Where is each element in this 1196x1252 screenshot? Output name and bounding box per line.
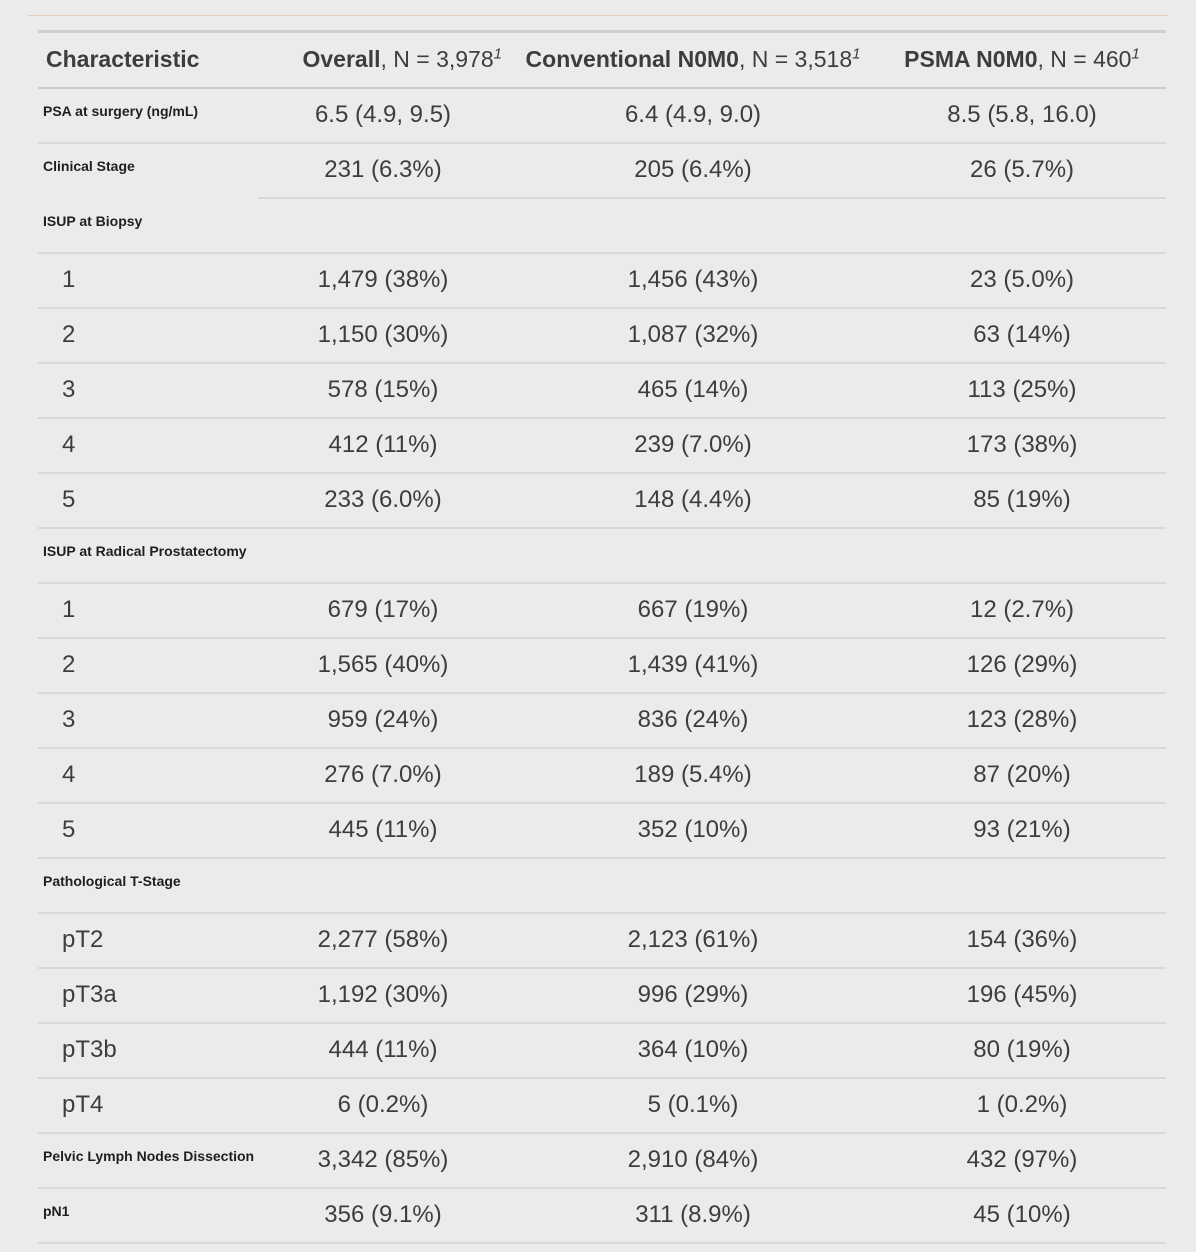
cell-conventional: 6.4 (4.9, 9.0)	[508, 88, 878, 143]
cell-conventional: 364 (10%)	[508, 1023, 878, 1078]
cell-overall: 1,150 (30%)	[258, 308, 508, 363]
cell-psma: 154 (36%)	[878, 913, 1166, 968]
cell-overall: 231 (6.3%)	[258, 143, 508, 198]
table-row	[38, 143, 1166, 198]
cell-psma: 23 (5.0%)	[878, 253, 1166, 308]
cell-overall: 6.5 (4.9, 9.5)	[258, 88, 508, 143]
cell-psma	[878, 198, 1166, 253]
cell-overall	[258, 528, 508, 583]
cell-overall: 1,479 (38%)	[258, 253, 508, 308]
table-row	[38, 1188, 1166, 1243]
cell-overall	[258, 198, 508, 253]
row-label: 5	[38, 473, 258, 528]
cell-psma: 93 (21%)	[878, 803, 1166, 858]
row-label: pT3b	[38, 1023, 258, 1078]
cell-conventional	[508, 858, 878, 913]
row-label: 5	[38, 803, 258, 858]
row-label: pT2	[38, 913, 258, 968]
cell-psma: 1 (0.2%)	[878, 1078, 1166, 1133]
table-row	[38, 583, 1166, 638]
header-conventional	[508, 32, 878, 88]
table-row	[38, 308, 1166, 363]
cell-overall: 412 (11%)	[258, 418, 508, 473]
table-header	[38, 32, 1166, 88]
row-label: PSA at surgery (ng/mL)	[38, 88, 258, 143]
cell-conventional: 996 (29%)	[508, 968, 878, 1023]
cell-overall: 959 (24%)	[258, 693, 508, 748]
cell-conventional	[508, 198, 878, 253]
cell-overall: 444 (11%)	[258, 1023, 508, 1078]
row-label: pT3a	[38, 968, 258, 1023]
row-label: 2	[38, 308, 258, 363]
cell-conventional: 1,087 (32%)	[508, 308, 878, 363]
cell-psma: 45 (10%)	[878, 1188, 1166, 1243]
row-label: pT4	[38, 1078, 258, 1133]
cell-overall: 1,565 (40%)	[258, 638, 508, 693]
row-label: 1	[38, 253, 258, 308]
cell-psma	[878, 528, 1166, 583]
cell-overall: 578 (15%)	[258, 363, 508, 418]
header-overall	[258, 32, 508, 88]
table-row	[38, 253, 1166, 308]
header-conventional-n: , N = 3,518	[738, 46, 853, 73]
footnote-marker: 1	[852, 45, 861, 63]
cell-overall: 356 (9.1%)	[258, 1188, 508, 1243]
table-row	[38, 1133, 1166, 1188]
row-label: 4	[38, 418, 258, 473]
row-label: Clinical Stage	[43, 157, 135, 174]
cell-conventional: 465 (14%)	[508, 363, 878, 418]
section-label: ISUP at Biopsy	[38, 198, 258, 253]
cell-conventional: 148 (4.4%)	[508, 473, 878, 528]
footnote-marker: 1	[1131, 45, 1140, 63]
footnote-marker: 1	[493, 45, 502, 63]
section-label: ISUP at Radical Prostatectomy	[38, 528, 258, 583]
header-overall-n: , N = 3,978	[380, 46, 494, 73]
cell-conventional	[508, 528, 878, 583]
row-label: 1	[38, 583, 258, 638]
cell-overall: 276 (7.0%)	[258, 748, 508, 803]
row-label: 2	[38, 638, 258, 693]
cell-conventional: 667 (19%)	[508, 583, 878, 638]
cell-overall: 445 (11%)	[258, 803, 508, 858]
cell-conventional: 205 (6.4%)	[508, 143, 878, 198]
cell-conventional: 5 (0.1%)	[508, 1078, 878, 1133]
cell-overall: 233 (6.0%)	[258, 473, 508, 528]
cell-overall: 679 (17%)	[258, 583, 508, 638]
cell-psma: 8.5 (5.8, 16.0)	[878, 88, 1166, 143]
table-row	[38, 473, 1166, 528]
cell-psma	[878, 858, 1166, 913]
row-label: 3	[38, 363, 258, 418]
characteristics-table	[38, 30, 1166, 1244]
cell-overall: 3,342 (85%)	[258, 1133, 508, 1188]
cell-conventional: 1,439 (41%)	[508, 638, 878, 693]
cell-conventional: 352 (10%)	[508, 803, 878, 858]
cell-overall: 1,192 (30%)	[258, 968, 508, 1023]
row-label: Pelvic Lymph Nodes Dissection	[38, 1133, 258, 1188]
table-row	[38, 638, 1166, 693]
cell-conventional: 1,456 (43%)	[508, 253, 878, 308]
cell-conventional: 2,910 (84%)	[508, 1133, 878, 1188]
table-row	[38, 748, 1166, 803]
table-row	[38, 803, 1166, 858]
section-label: Pathological T-Stage	[38, 858, 258, 913]
cell-psma: 80 (19%)	[878, 1023, 1166, 1078]
cell-psma: 173 (38%)	[878, 418, 1166, 473]
table-row	[38, 1078, 1166, 1133]
table-row	[38, 858, 1166, 913]
cell-psma: 123 (28%)	[878, 693, 1166, 748]
table-body	[38, 88, 1166, 1243]
header-conventional-name: Conventional N0M0	[525, 46, 739, 73]
table-row	[38, 198, 1166, 253]
table-row	[38, 693, 1166, 748]
header-overall-name: Overall	[302, 46, 381, 73]
cell-overall: 2,277 (58%)	[258, 913, 508, 968]
cell-psma: 85 (19%)	[878, 473, 1166, 528]
table-row	[38, 88, 1166, 143]
characteristics-table-container	[38, 30, 1166, 1244]
table-row	[38, 363, 1166, 418]
row-label: 4	[38, 748, 258, 803]
cell-psma: 87 (20%)	[878, 748, 1166, 803]
header-psma	[878, 32, 1166, 88]
cell-psma: 26 (5.7%)	[878, 143, 1166, 198]
header-psma-name: PSMA N0M0	[904, 46, 1038, 73]
table-row	[38, 418, 1166, 473]
cell-psma: 113 (25%)	[878, 363, 1166, 418]
top-divider	[28, 15, 1168, 16]
header-row	[38, 32, 1166, 88]
cell-conventional: 239 (7.0%)	[508, 418, 878, 473]
row-label: 3	[38, 693, 258, 748]
cell-conventional: 2,123 (61%)	[508, 913, 878, 968]
cell-overall: 6 (0.2%)	[258, 1078, 508, 1133]
row-label: pN1	[38, 1188, 258, 1243]
cell-conventional: 836 (24%)	[508, 693, 878, 748]
header-characteristic: Characteristic	[38, 32, 258, 88]
table-row	[38, 968, 1166, 1023]
table-row	[38, 528, 1166, 583]
cell-psma: 196 (45%)	[878, 968, 1166, 1023]
table-row	[38, 1023, 1166, 1078]
cell-psma: 126 (29%)	[878, 638, 1166, 693]
cell-psma: 12 (2.7%)	[878, 583, 1166, 638]
cell-conventional: 189 (5.4%)	[508, 748, 878, 803]
cell-psma: 432 (97%)	[878, 1133, 1166, 1188]
header-psma-n: , N = 460	[1037, 46, 1132, 73]
cell-overall	[258, 858, 508, 913]
table-row	[38, 913, 1166, 968]
cell-conventional: 311 (8.9%)	[508, 1188, 878, 1243]
cell-psma: 63 (14%)	[878, 308, 1166, 363]
